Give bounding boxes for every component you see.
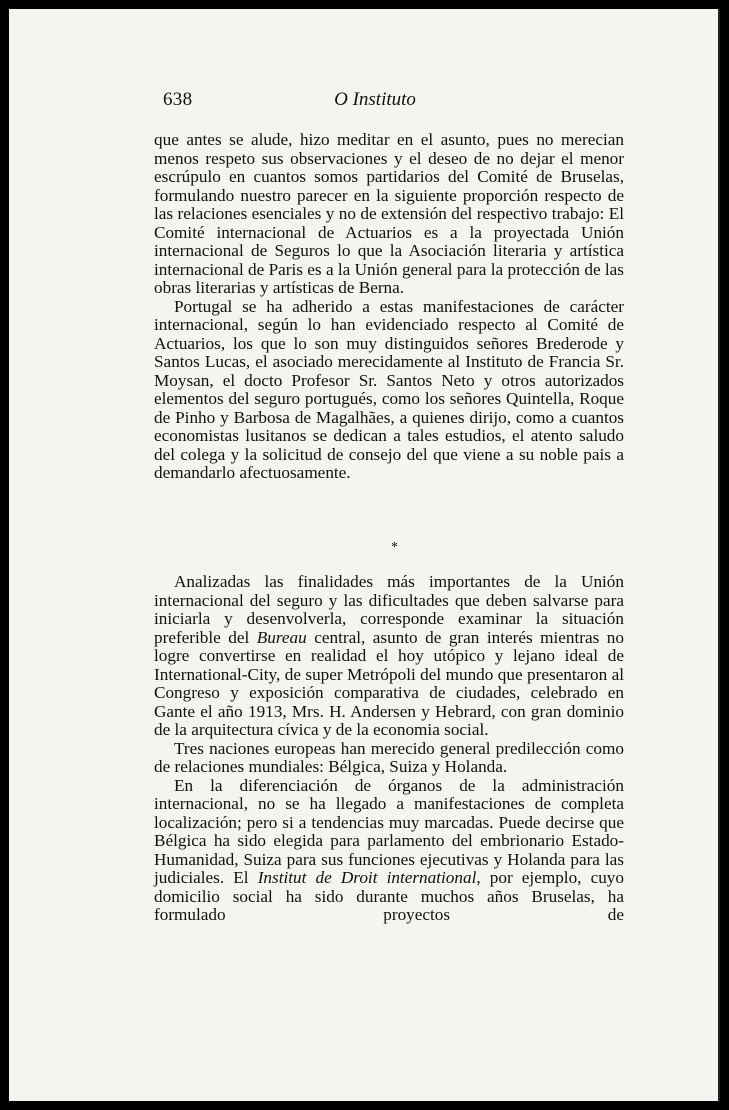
bureau-italic: Bureau xyxy=(256,627,307,647)
paragraph-5-rest: por ejemplo, cuyo domicilio social ha sido durante muchos años Bruselas, ha formulado proyectos de xyxy=(154,868,624,924)
paragraph-5-text: En la diferenciación de órganos de la administración internacional, no se ha llegado a manifestaciones de completa localización; pero si a tendencias muy marcadas. Puede decirse que Bélgica ha sido elegida para parlamento del embrionario Estado-Humanidad, Suiza para sus funciones ejecutivas y Holanda para las judiciales. El xyxy=(154,775,624,887)
page-number: 638 xyxy=(163,89,193,110)
paragraph-2: Portugal se ha adherido a estas manifestaciones de carácter internacional, según lo han evidenciado respecto al Comité de Actuarios, los que lo son muy distinguidos señores Brederode y Santos Lucas, el asociado merecidamente al Instituto de Francia Sr. Moysan, el docto Profesor Sr. Santos Neto y otros autorizados elementos del seguro portugués, como los señores Quintella, Roque de Pinho y Barbosa de Magalhães, a quienes dirijo, como a cuantos economistas lusitanos se dedican a tales estudios, el atento saludo del colega y la solicitud de consejo del que viene a su noble pais a demandarlo afectuosamente. xyxy=(154,296,624,482)
paragraph-3-text: Analizadas las finalidades más importantes de la Unión internacional del seguro y las dificultades que deben salvarse para iniciarla y desenvolverla, corresponde examinar la situación preferible del xyxy=(154,572,624,647)
section-ornament: * xyxy=(391,540,398,555)
paragraph-1: que antes se alude, hizo meditar en el asunto, pues no merecian menos respeto sus observaciones y el deseo de no dejar el menor escrúpulo en cuantos somos partidarios del Comité de Bruselas, formulando nuestro parecer en la siguiente proporción respecto de las relaciones esenciales y no de extensión del respectivo trabajo: El Comité internacional de Actuarios es a la proyectada Unión internacional de Seguros lo que la Asociación literaria y artística internacional de Paris es a la Unión general para la protección de las obras literarias y artísticas de Berna. xyxy=(154,130,624,297)
institut-italic: Institut de Droit international, xyxy=(257,868,481,887)
running-title: O Instituto xyxy=(334,89,416,110)
paragraph-3 xyxy=(154,573,624,740)
text-block-1 xyxy=(154,131,624,483)
text-block-2 xyxy=(154,573,624,925)
paragraph-3-rest: central, asunto de gran interés mientras no logre convertirse en realidad el hoy utópico y lejano ideal de International-City, de super Metrópoli del mundo que presentaron al Congreso y exposición comparativa de ciudades, celebrado en Gante el año 1913, Mrs. H. Andersen y Hebrard, con gran dominio de la arquitectura cívica y de la economia social. xyxy=(154,627,624,739)
paragraph-4: Tres naciones europeas han merecido general predilección como de relaciones mundiales: Bélgica, Suiza y Holanda. xyxy=(154,738,624,776)
paragraph-5 xyxy=(154,777,624,925)
page-header xyxy=(163,89,465,119)
